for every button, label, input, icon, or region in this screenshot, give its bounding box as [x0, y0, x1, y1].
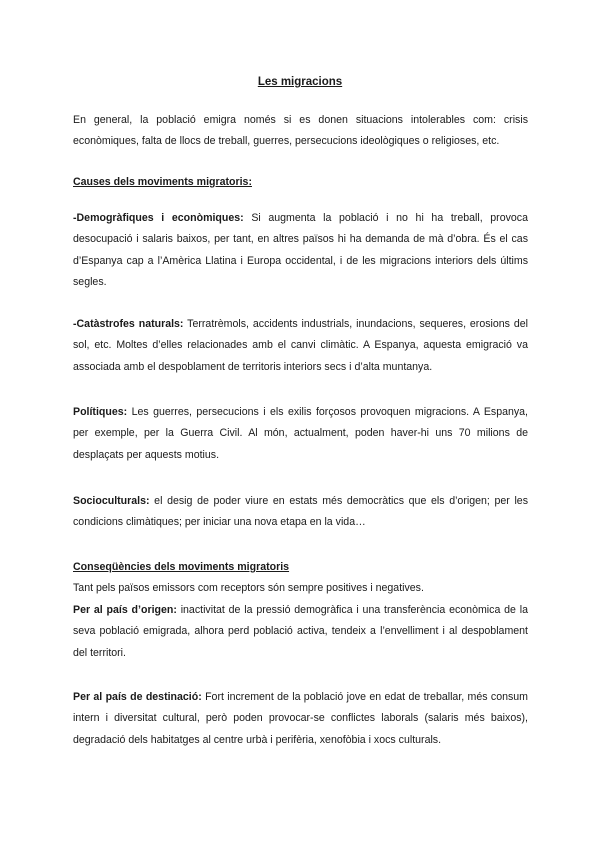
consequence-origin-text — [73, 600, 528, 664]
cause-demographic — [73, 208, 528, 294]
consequences-heading: Conseqüències dels moviments migratoris — [73, 561, 290, 573]
consequence-destination-lead: Per al país de destinació: — [73, 691, 202, 703]
cause-political-lead: Polítiques: — [73, 406, 128, 418]
cause-sociocultural-lead: Socioculturals: — [73, 495, 150, 507]
cause-demographic-text — [73, 208, 528, 294]
consequence-origin-body: inactivitat de la pressió demogràfica i una transferència econòmica de la seva població emigrada, alhora perd població activa, tendeix a l’envelliment i al despoblament del territori. — [73, 603, 528, 659]
consequences-section — [73, 557, 528, 664]
document-title: Les migracions — [257, 76, 343, 88]
consequences-intro: Tant pels països emissors com receptors són sempre positives i negatives. — [73, 582, 424, 595]
cause-political-body: Les guerres, persecucions i els exilis forçosos provoquen migracions. A Espanya, per exemple, per la Guerra Civil. Al món, actualment, poden haver-hi uns 70 milions de desplaçats per aquests motius. — [73, 406, 528, 461]
consequence-destination-body: Fort increment de la població jove en edat de treballar, més consum intern i diversitat cultural, però poden provocar-se conflictes laborals (salaris més baixos), degradació dels habitatges al centre urbà i perifèria, xenofòbia i xocs culturals. — [73, 691, 528, 746]
cause-natural-text — [73, 314, 528, 378]
consequence-origin-lead: Per al país d’origen: — [73, 603, 177, 616]
cause-natural-lead: -Catàstrofes naturals: — [73, 318, 184, 330]
cause-natural-body: Terratrèmols, accidents industrials, inundacions, sequeres, erosions del sol, etc. Moltes d’elles relacionades amb el canvi climàtic. A Espanya, aquesta emigració va associada amb el despoblament de territoris interiors secs i d’alta muntanya. — [73, 318, 528, 373]
cause-sociocultural-text — [73, 491, 528, 534]
intro-text: En general, la població emigra només si es donen situacions intolerables com: crisis econòmiques, falta de llocs de treball, guerres, persecucions ideològiques o religioses, etc. — [73, 114, 528, 148]
cause-demographic-body: Si augmenta la població i no hi ha treball, provoca desocupació i salaris baixos, per tant, en altres països hi ha demanda de mà d’obra. És el cas d’Espanya cap a l’Amèrica Llatina i Europa occidental, i de les migracions interiors dels últims segles. — [73, 212, 528, 289]
cause-natural — [73, 314, 528, 378]
cause-sociocultural-body: el desig de poder viure en estats més democràtics que els d’origen; per les condicions climàtiques; per iniciar una nova etapa en la vida… — [73, 495, 528, 529]
intro-paragraph — [73, 110, 528, 153]
cause-demographic-lead: -Demogràfiques i econòmiques: — [73, 212, 244, 224]
cause-political — [73, 402, 528, 466]
causes-heading: Causes dels moviments migratoris: — [73, 176, 252, 188]
cause-sociocultural — [73, 491, 528, 534]
consequence-destination — [73, 687, 528, 751]
consequence-destination-text — [73, 687, 528, 751]
cause-political-text — [73, 402, 528, 466]
causes-heading-block — [73, 172, 528, 193]
